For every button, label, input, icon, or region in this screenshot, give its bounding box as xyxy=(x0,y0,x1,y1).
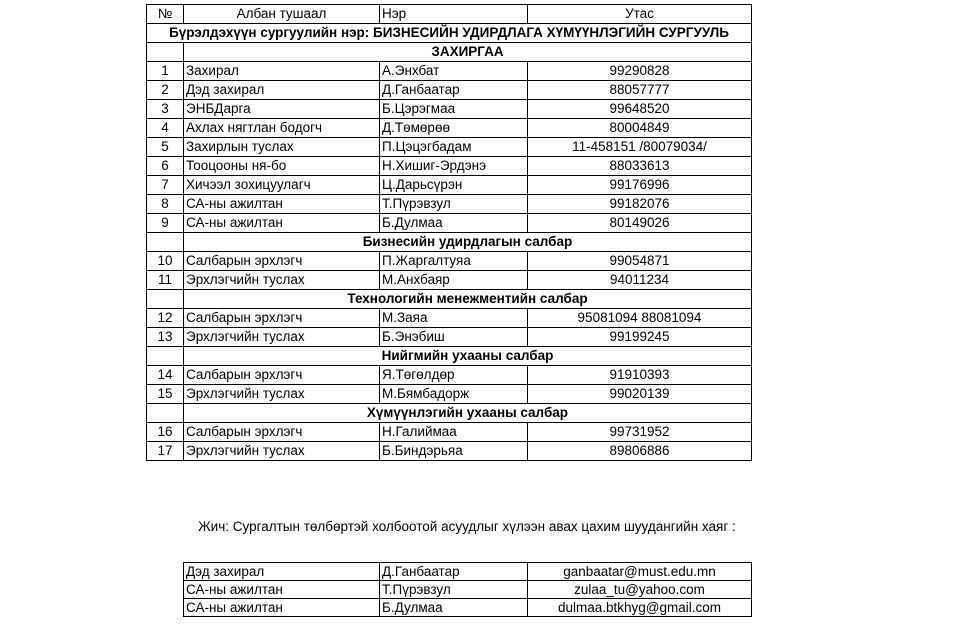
staff-table xyxy=(146,4,752,461)
table-row xyxy=(147,138,752,157)
row-name: М.Заяа xyxy=(380,309,528,328)
header-num: № xyxy=(147,5,184,24)
email-table xyxy=(183,562,752,617)
row-name: П.Жаргалтуяа xyxy=(380,252,528,271)
row-phone: 99182076 xyxy=(528,195,752,214)
table-row xyxy=(147,252,752,271)
row-phone: 99054871 xyxy=(528,252,752,271)
row-name: Ц.Дарьсүрэн xyxy=(380,176,528,195)
section-row xyxy=(147,404,752,423)
section-title: ЗАХИРГАА xyxy=(184,43,752,62)
table-row xyxy=(147,442,752,461)
section-row xyxy=(147,43,752,62)
email-row-position: Дэд захирал xyxy=(184,563,380,581)
row-phone: 80004849 xyxy=(528,119,752,138)
email-row-address: zulaa_tu@yahoo.com xyxy=(528,581,752,599)
row-num: 16 xyxy=(147,423,184,442)
table-row xyxy=(147,423,752,442)
row-name: Д.Төмөрөө xyxy=(380,119,528,138)
row-position: Ахлах нягтлан бодогч xyxy=(184,119,380,138)
table-row xyxy=(147,81,752,100)
row-phone: 99731952 xyxy=(528,423,752,442)
row-name: М.Анхбаяр xyxy=(380,271,528,290)
email-row-position: СА-ны ажилтан xyxy=(184,599,380,617)
row-phone: 99290828 xyxy=(528,62,752,81)
row-num: 14 xyxy=(147,366,184,385)
row-num: 17 xyxy=(147,442,184,461)
row-num: 6 xyxy=(147,157,184,176)
row-position: Захирлын туслах xyxy=(184,138,380,157)
row-position: Салбарын эрхлэгч xyxy=(184,423,380,442)
row-name: Д.Ганбаатар xyxy=(380,81,528,100)
header-row xyxy=(147,5,752,24)
section-num-cell xyxy=(147,347,184,366)
section-title: Бизнесийн удирдлагын салбар xyxy=(184,233,752,252)
table-row xyxy=(147,119,752,138)
section-title: Технологийн менежментийн салбар xyxy=(184,290,752,309)
row-name: Б.Цэрэгмаа xyxy=(380,100,528,119)
row-phone: 80149026 xyxy=(528,214,752,233)
staff-table-container xyxy=(146,4,751,461)
row-position: Салбарын эрхлэгч xyxy=(184,252,380,271)
row-position: Салбарын эрхлэгч xyxy=(184,309,380,328)
email-row xyxy=(184,599,752,617)
row-phone: 99648520 xyxy=(528,100,752,119)
row-position: Эрхлэгчийн туслах xyxy=(184,442,380,461)
row-num: 5 xyxy=(147,138,184,157)
section-num-cell xyxy=(147,290,184,309)
row-position: Захирал xyxy=(184,62,380,81)
row-name: Б.Биндэрьяа xyxy=(380,442,528,461)
row-position: Хичээл зохицуулагч xyxy=(184,176,380,195)
row-name: Н.Галиймаа xyxy=(380,423,528,442)
email-row xyxy=(184,563,752,581)
row-phone: 95081094 88081094 xyxy=(528,309,752,328)
table-row xyxy=(147,385,752,404)
table-row xyxy=(147,214,752,233)
row-position: СА-ны ажилтан xyxy=(184,214,380,233)
table-row xyxy=(147,100,752,119)
row-position: Салбарын эрхлэгч xyxy=(184,366,380,385)
row-position: Эрхлэгчийн туслах xyxy=(184,271,380,290)
row-phone: 99020139 xyxy=(528,385,752,404)
section-title: Хүмүүнлэгийн ухааны салбар xyxy=(184,404,752,423)
row-phone: 91910393 xyxy=(528,366,752,385)
row-phone: 88033613 xyxy=(528,157,752,176)
row-num: 3 xyxy=(147,100,184,119)
table-row xyxy=(147,309,752,328)
header-name: Нэр xyxy=(380,5,528,24)
row-num: 11 xyxy=(147,271,184,290)
row-num: 1 xyxy=(147,62,184,81)
section-title: Нийгмийн ухааны салбар xyxy=(184,347,752,366)
table-row xyxy=(147,176,752,195)
header-phone: Утас xyxy=(528,5,752,24)
email-row-address: ganbaatar@must.edu.mn xyxy=(528,563,752,581)
header-position: Албан тушаал xyxy=(184,5,380,24)
row-position: СА-ны ажилтан xyxy=(184,195,380,214)
table-row xyxy=(147,328,752,347)
row-num: 4 xyxy=(147,119,184,138)
row-position: Тооцооны ня-бо xyxy=(184,157,380,176)
row-name: Б.Энэбиш xyxy=(380,328,528,347)
email-row-name: Д.Ганбаатар xyxy=(380,563,528,581)
school-title: Бүрэлдэхүүн сургуулийн нэр: БИЗНЕСИЙН УДИРДЛАГА ХҮМҮҮНЛЭГИЙН СУРГУУЛЬ xyxy=(147,24,752,43)
row-num: 10 xyxy=(147,252,184,271)
row-num: 2 xyxy=(147,81,184,100)
table-row xyxy=(147,366,752,385)
email-row-name: Т.Пүрэвзул xyxy=(380,581,528,599)
table-row xyxy=(147,195,752,214)
email-row-position: СА-ны ажилтан xyxy=(184,581,380,599)
section-num-cell xyxy=(147,43,184,62)
staff-table-body xyxy=(147,5,752,461)
section-num-cell xyxy=(147,233,184,252)
row-phone: 89806886 xyxy=(528,442,752,461)
email-row xyxy=(184,581,752,599)
row-phone: 88057777 xyxy=(528,81,752,100)
email-row-address: dulmaa.btkhyg@gmail.com xyxy=(528,599,752,617)
email-note: Жич: Сургалтын төлбөртэй холбоотой асуудлыг хүлээн авах цахим шуудангийн хаяг : xyxy=(198,519,736,534)
row-phone: 11-458151 /80079034/ xyxy=(528,138,752,157)
table-row xyxy=(147,157,752,176)
row-name: Т.Пүрэвзул xyxy=(380,195,528,214)
section-num-cell xyxy=(147,404,184,423)
row-phone: 94011234 xyxy=(528,271,752,290)
row-name: Я.Төгөлдөр xyxy=(380,366,528,385)
row-phone: 99176996 xyxy=(528,176,752,195)
table-row xyxy=(147,62,752,81)
row-num: 15 xyxy=(147,385,184,404)
email-row-name: Б.Дулмаа xyxy=(380,599,528,617)
row-num: 8 xyxy=(147,195,184,214)
section-row xyxy=(147,290,752,309)
section-row xyxy=(147,347,752,366)
email-table-body xyxy=(184,563,752,617)
row-num: 13 xyxy=(147,328,184,347)
row-name: П.Цэцэгбадам xyxy=(380,138,528,157)
row-position: ЭНБДарга xyxy=(184,100,380,119)
row-phone: 99199245 xyxy=(528,328,752,347)
row-position: Эрхлэгчийн туслах xyxy=(184,385,380,404)
row-position: Эрхлэгчийн туслах xyxy=(184,328,380,347)
row-num: 12 xyxy=(147,309,184,328)
row-position: Дэд захирал xyxy=(184,81,380,100)
row-name: А.Энхбат xyxy=(380,62,528,81)
row-name: М.Бямбадорж xyxy=(380,385,528,404)
row-name: Н.Хишиг-Эрдэнэ xyxy=(380,157,528,176)
section-row xyxy=(147,233,752,252)
email-table-container xyxy=(183,562,752,617)
table-row xyxy=(147,271,752,290)
row-num: 9 xyxy=(147,214,184,233)
row-num: 7 xyxy=(147,176,184,195)
row-name: Б.Дулмаа xyxy=(380,214,528,233)
school-title-row xyxy=(147,24,752,43)
